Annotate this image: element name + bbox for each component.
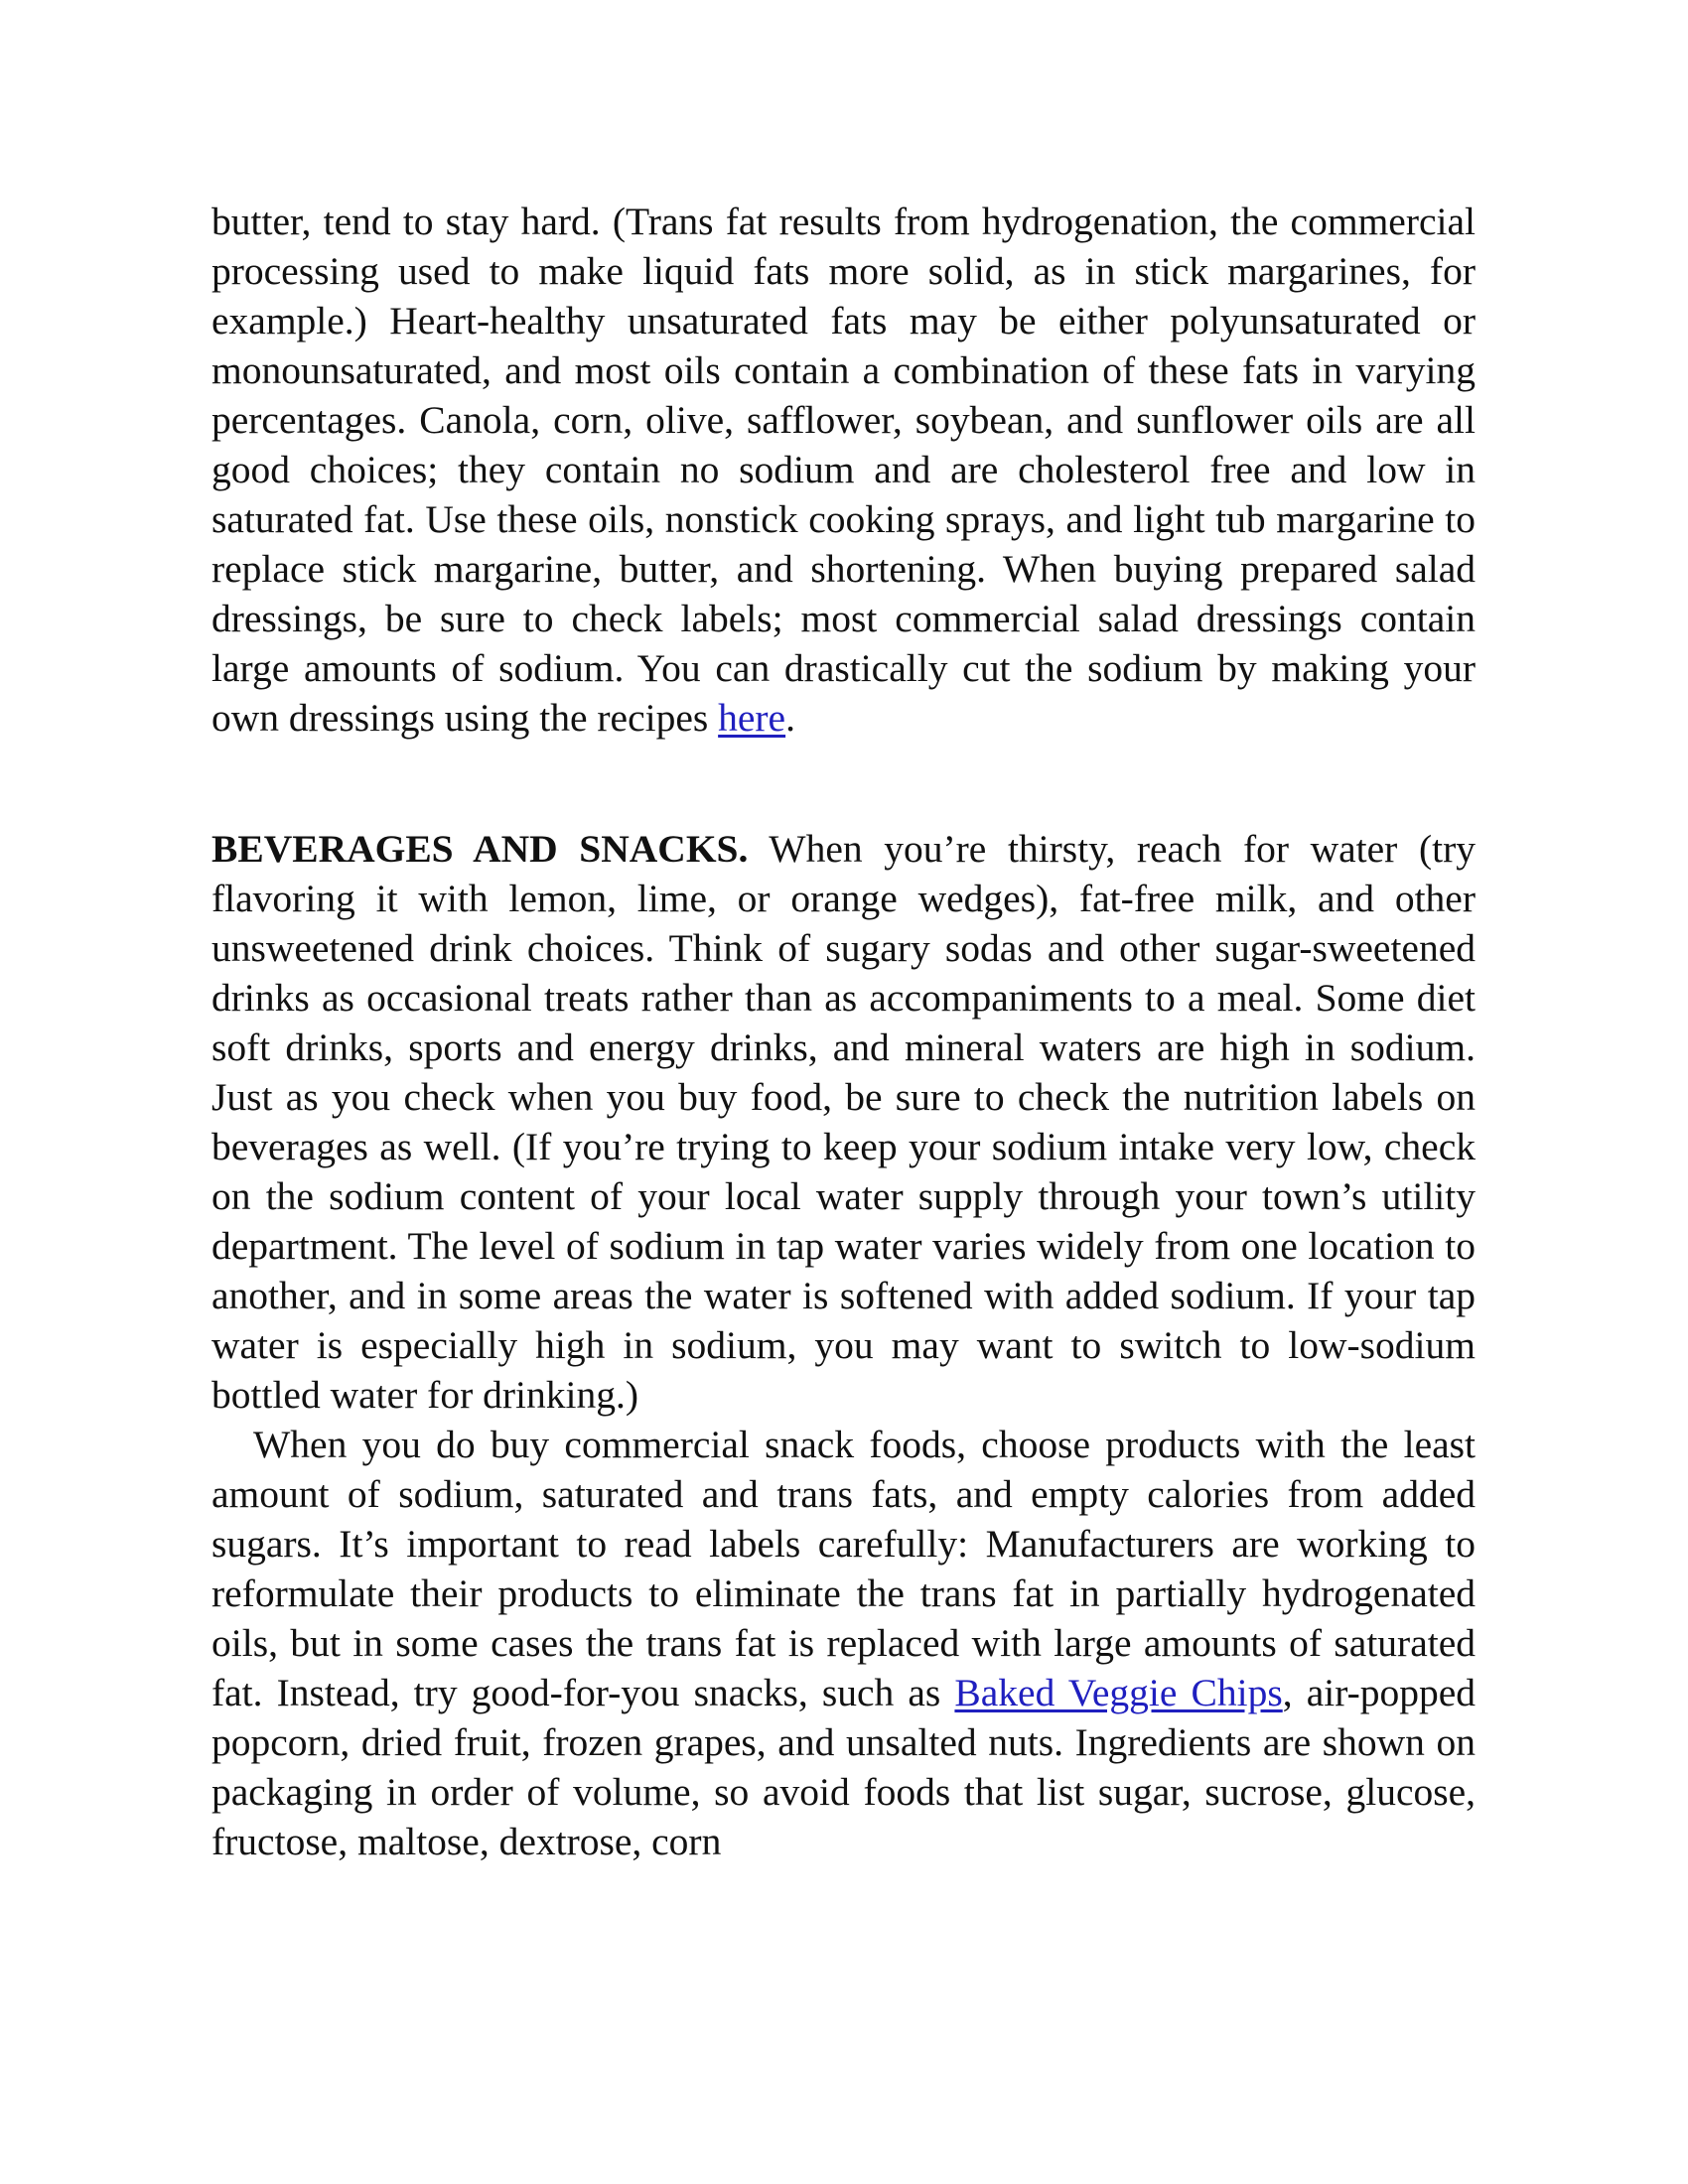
paragraph-snack-foods-text: When you do buy commercial snack foods, choose products with the least amount of sodium, saturated and trans fats, and empty calories from added sugars. It’s important to read labels carefully: Manufacturers are working to reformulate their products to eliminate the trans fat in partially hydrogenated oils, but in some cases the trans fat is replaced with large amounts of saturated fat. Instead, try good-for-you snacks, such as: [211, 1423, 1476, 1714]
page-body: [211, 197, 1476, 1866]
paragraph-fats-text: butter, tend to stay hard. (Trans fat results from hydrogenation, the commercial processing used to make liquid fats more solid, as in stick margarines, for example.) Heart-healthy unsaturated fats may be either polyunsaturated or monounsaturated, and most oils contain a combination of these fats in varying percentages. Canola, corn, olive, safflower, soybean, and sunflower oils are all good choices; they contain no sodium and are cholesterol free and low in saturated fat. Use these oils, nonstick cooking sprays, and light tub margarine to replace stick margarine, butter, and shortening. When buying prepared salad dressings, be sure to check labels; most commercial salad dressings contain large amounts of sodium. You can drastically cut the sodium by making your own dressings using the recipes: [211, 200, 1476, 740]
paragraph-beverages-text: When you’re thirsty, reach for water (try flavoring it with lemon, lime, or orange wedges), fat-free milk, and other unsweetened drink choices. Think of sugary sodas and other sugar-sweetened drinks as occasional treats rather than as accompaniments to a meal. Some diet soft drinks, sports and energy drinks, and mineral waters are high in sodium. Just as you check when you buy food, be sure to check the nutrition labels on beverages as well. (If you’re trying to keep your sodium intake very low, check on the sodium content of your local water supply through your town’s utility department. The level of sodium in tap water varies widely from one location to another, and in some areas the water is softened with added sodium. If your tap water is especially high in sodium, you may want to switch to low-sodium bottled water for drinking.): [211, 827, 1476, 1417]
section-spacer: [211, 743, 1476, 824]
paragraph-fats: [211, 197, 1476, 743]
paragraph-beverages: [211, 824, 1476, 1420]
paragraph-snack-foods-end: , air-popped popcorn, dried fruit, frozen grapes, and unsalted nuts. Ingredients are shown on packaging in order of volume, so avoid foods that list sugar, sucrose, glucose, fructose, maltose, dextrose, corn: [211, 1671, 1477, 1863]
paragraph-fats-end: .: [785, 696, 795, 740]
baked-veggie-chips-link[interactable]: Baked Veggie Chips: [954, 1671, 1283, 1714]
recipes-here-link[interactable]: here: [718, 696, 786, 740]
paragraph-snack-foods: [211, 1420, 1476, 1866]
section-heading-beverages-and-snacks: BEVERAGES AND SNACKS.: [211, 827, 749, 871]
